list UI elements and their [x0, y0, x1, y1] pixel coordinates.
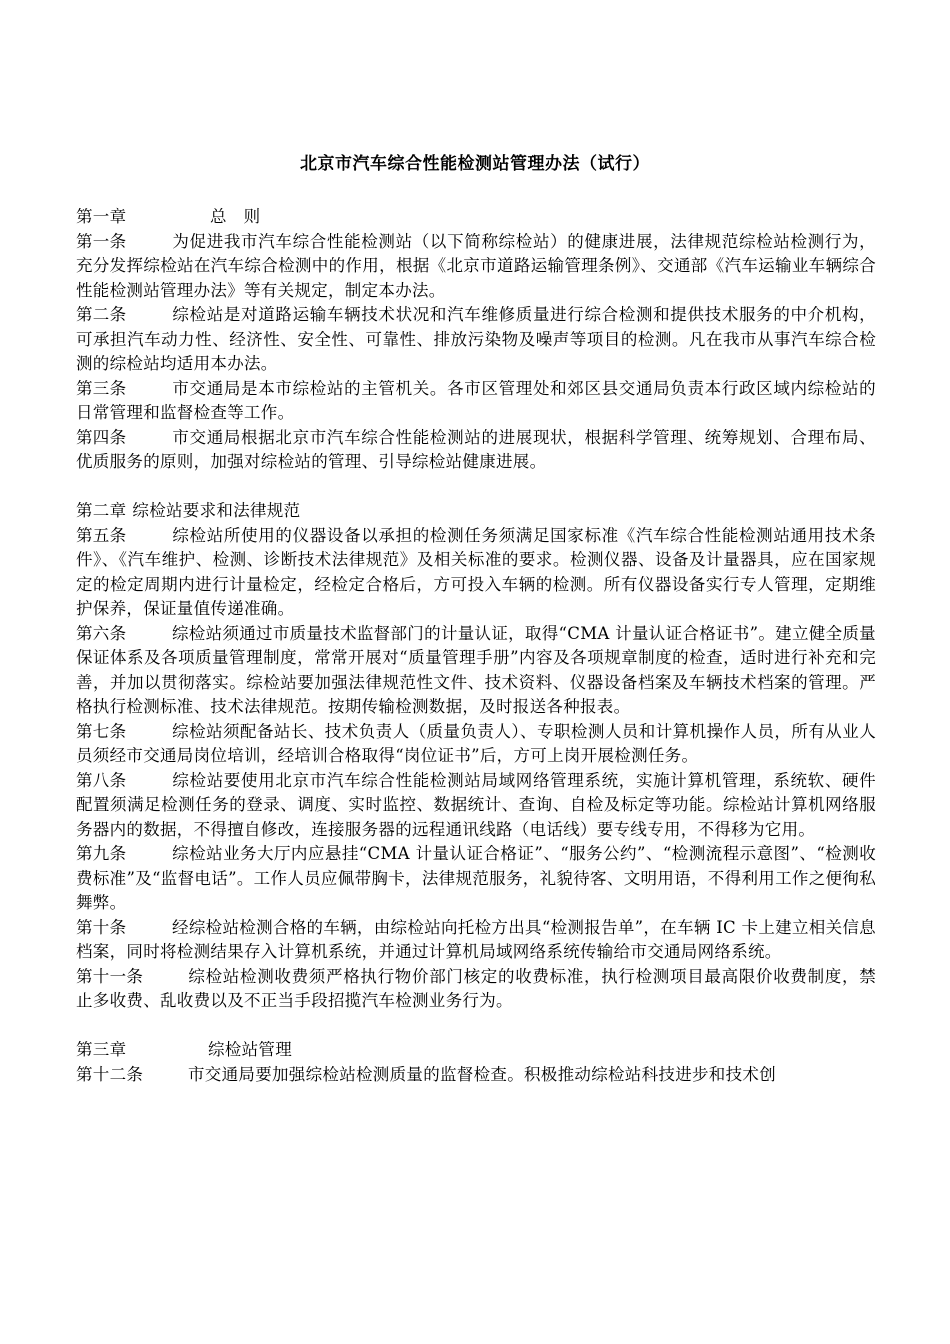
article-2	[76, 303, 876, 377]
article-number: 第五条	[76, 525, 127, 545]
article-4	[76, 426, 876, 475]
article-number: 第十一条	[76, 966, 144, 986]
article-text: 综检站须配备站长、技术负责人（质量负责人）、专职检测人员和计算机操作人员，所有从业人员须经市交通局岗位培训，经培训合格取得“岗位证书”后，方可上岗开展检测任务。	[76, 721, 876, 765]
spacer	[76, 1014, 876, 1039]
chapter-number: 第一章	[76, 207, 127, 226]
article-text: 为促进我市汽车综合性能检测站（以下简称综检站）的健康进展，法律规范综检站检测行为，充分发挥综检站在汽车综合检测中的作用，根据《北京市道路运输管理条例》、交通部《汽车运输业车辆综合性能检测站管理办法》等有关规定，制定本办法。	[76, 231, 876, 300]
article-number: 第四条	[76, 427, 127, 447]
chapter-name: 总 则	[210, 207, 261, 226]
article-text: 综检站业务大厅内应悬挂“CMA 计量认证合格证”、“服务公约”、“检测流程示意图”、“检测收费标准”及“监督电话”。工作人员应佩带胸卡，法律规范服务，礼貌待客、文明用语，不得利用工作之便徇私舞弊。	[76, 844, 876, 912]
article-11	[76, 965, 876, 1014]
article-5	[76, 524, 876, 622]
article-text: 经综检站检测合格的车辆，由综检站向托检方出具“检测报告单”，在车辆 IC 卡上建立相关信息档案，同时将检测结果存入计算机系统，并通过计算机局域网络系统传输给市交通局网络系统。	[76, 917, 876, 961]
article-number: 第六条	[76, 623, 127, 643]
document-body	[76, 205, 876, 1087]
spacer	[76, 475, 876, 500]
article-text: 综检站要使用北京市汽车综合性能检测站局域网络管理系统，实施计算机管理，系统软、硬件配置须满足检测任务的登录、调度、实时监控、数据统计、查询、自检及标定等功能。综检站计算机网络服务器内的数据，不得擅自修改，连接服务器的远程通讯线路（电话线）要专线专用，不得移为它用。	[76, 770, 876, 839]
chapter-number: 第二章	[76, 501, 127, 520]
article-text: 市交通局要加强综检站检测质量的监督检查。积极推动综检站科技进步和技术创	[188, 1064, 776, 1084]
article-number: 第八条	[76, 770, 127, 790]
chapter-heading-2	[76, 499, 876, 524]
article-7	[76, 720, 876, 769]
article-12	[76, 1063, 876, 1088]
article-1	[76, 230, 876, 304]
chapter-number: 第三章	[76, 1040, 127, 1059]
article-text: 综检站所使用的仪器设备以承担的检测任务须满足国家标准《汽车综合性能检测站通用技术条件》、《汽车维护、检测、诊断技术法律规范》及相关标准的要求。检测仪器、设备及计量器具，应在国家规定的检定周期内进行计量检定，经检定合格后，方可投入车辆的检测。所有仪器设备实行专人管理，定期维护保养，保证量值传递准确。	[76, 525, 876, 618]
article-number: 第一条	[76, 231, 127, 251]
article-number: 第九条	[76, 844, 127, 863]
article-text: 市交通局是本市综检站的主管机关。各市区管理处和郊区县交通局负责本行政区域内综检站的日常管理和监督检查等工作。	[76, 378, 876, 422]
article-10	[76, 916, 876, 965]
article-text: 综检站检测收费须严格执行物价部门核定的收费标准，执行检测项目最高限价收费制度，禁止多收费、乱收费以及不正当手段招揽汽车检测业务行为。	[76, 966, 876, 1010]
chapter-name: 综检站要求和法律规范	[132, 501, 301, 520]
document-title: 北京市汽车综合性能检测站管理办法（试行）	[300, 154, 650, 174]
article-number: 第二条	[76, 305, 127, 324]
article-text: 市交通局根据北京市汽车综合性能检测站的进展现状，根据科学管理、统筹规划、合理布局、优质服务的原则，加强对综检站的管理、引导综检站健康进展。	[76, 427, 876, 471]
article-text: 综检站是对道路运输车辆技术状况和汽车维修质量进行综合检测和提供技术服务的中介机构，可承担汽车动力性、经济性、安全性、可靠性、排放污染物及噪声等项目的检测。凡在我市从事汽车综合检测的综检站均适用本办法。	[76, 305, 876, 373]
article-number: 第七条	[76, 721, 127, 741]
article-text: 综检站须通过市质量技术监督部门的计量认证，取得“CMA 计量认证合格证书”。建立健全质量保证体系及各项质量管理制度，常常开展对“质量管理手册”内容及各项规章制度的检查，适时进行补充和完善，并加以贯彻落实。综检站要加强法律规范性文件、技术资料、仪器设备档案及车辆技术档案的管理。严格执行检测标准、技术法律规范。按期传输检测数据，及时报送各种报表。	[76, 623, 876, 716]
chapter-name: 综检站管理	[208, 1040, 292, 1059]
article-number: 第十条	[76, 917, 127, 937]
chapter-heading-1	[76, 205, 876, 230]
article-6	[76, 622, 876, 720]
article-number: 第三条	[76, 378, 127, 398]
article-number: 第十二条	[76, 1064, 144, 1084]
article-8	[76, 769, 876, 843]
chapter-heading-3	[76, 1038, 876, 1063]
article-9	[76, 842, 876, 916]
article-3	[76, 377, 876, 426]
